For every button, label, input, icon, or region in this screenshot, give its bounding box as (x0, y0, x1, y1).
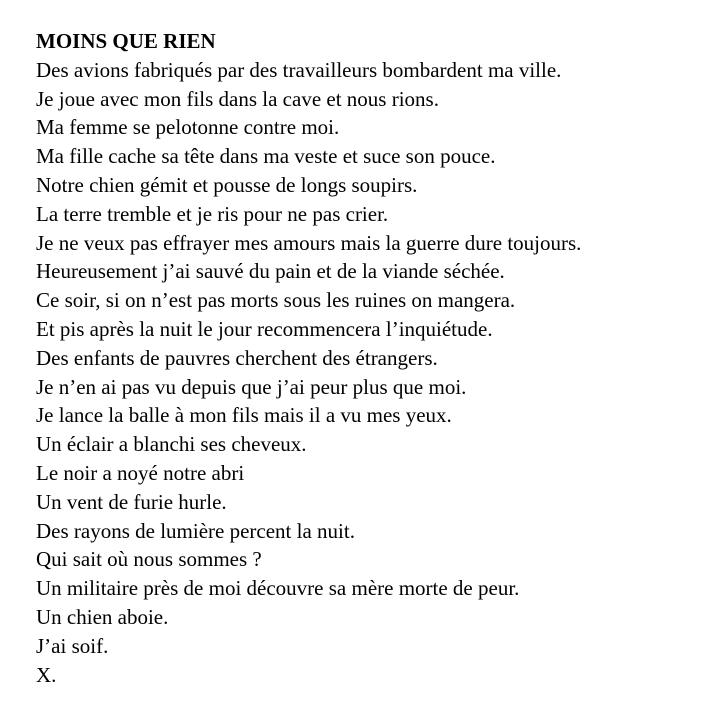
poem-title: MOINS QUE RIEN (36, 29, 216, 53)
poem-signature: X. (36, 662, 57, 687)
poem-line-11: Des enfants de pauvres cherchent des étrangers. (36, 345, 438, 370)
poem-line-5: Notre chien gémit et pousse de longs soupirs. (36, 172, 418, 197)
poem-line-13: Je lance la balle à mon fils mais il a vu mes yeux. (36, 403, 452, 428)
poem-line-2: Je joue avec mon fils dans la cave et nous rions. (36, 86, 439, 111)
poem-line-17: Des rayons de lumière percent la nuit. (36, 518, 355, 543)
poem-line-21: J’ai soif. (36, 633, 109, 658)
poem-line-20: Un chien aboie. (36, 604, 169, 629)
poem-line-19: Un militaire près de moi découvre sa mère morte de peur. (36, 576, 520, 601)
poem-line-16: Un vent de furie hurle. (36, 489, 227, 514)
poem-line-18: Qui sait où nous sommes ? (36, 547, 262, 572)
poem-line-14: Un éclair a blanchi ses cheveux. (36, 432, 307, 457)
poem-line-3: Ma femme se pelotonne contre moi. (36, 115, 340, 140)
poem-line-9: Ce soir, si on n’est pas morts sous les ruines on mangera. (36, 288, 516, 313)
poem-line-4: Ma fille cache sa tête dans ma veste et suce son pouce. (36, 144, 496, 169)
poem-line-6: La terre tremble et je ris pour ne pas crier. (36, 201, 389, 226)
poem-line-7: Je ne veux pas effrayer mes amours mais la guerre dure toujours. (36, 230, 582, 255)
poem-line-1: Des avions fabriqués par des travailleurs bombardent ma ville. (36, 57, 562, 82)
poem-line-8: Heureusement j’ai sauvé du pain et de la viande séchée. (36, 259, 505, 284)
poem-line-15: Le noir a noyé notre abri (36, 460, 245, 485)
poem-line-12: Je n’en ai pas vu depuis que j’ai peur plus que moi. (36, 374, 467, 399)
poem-line-10: Et pis après la nuit le jour recommencera l’inquiétude. (36, 316, 493, 341)
poem (36, 27, 581, 689)
